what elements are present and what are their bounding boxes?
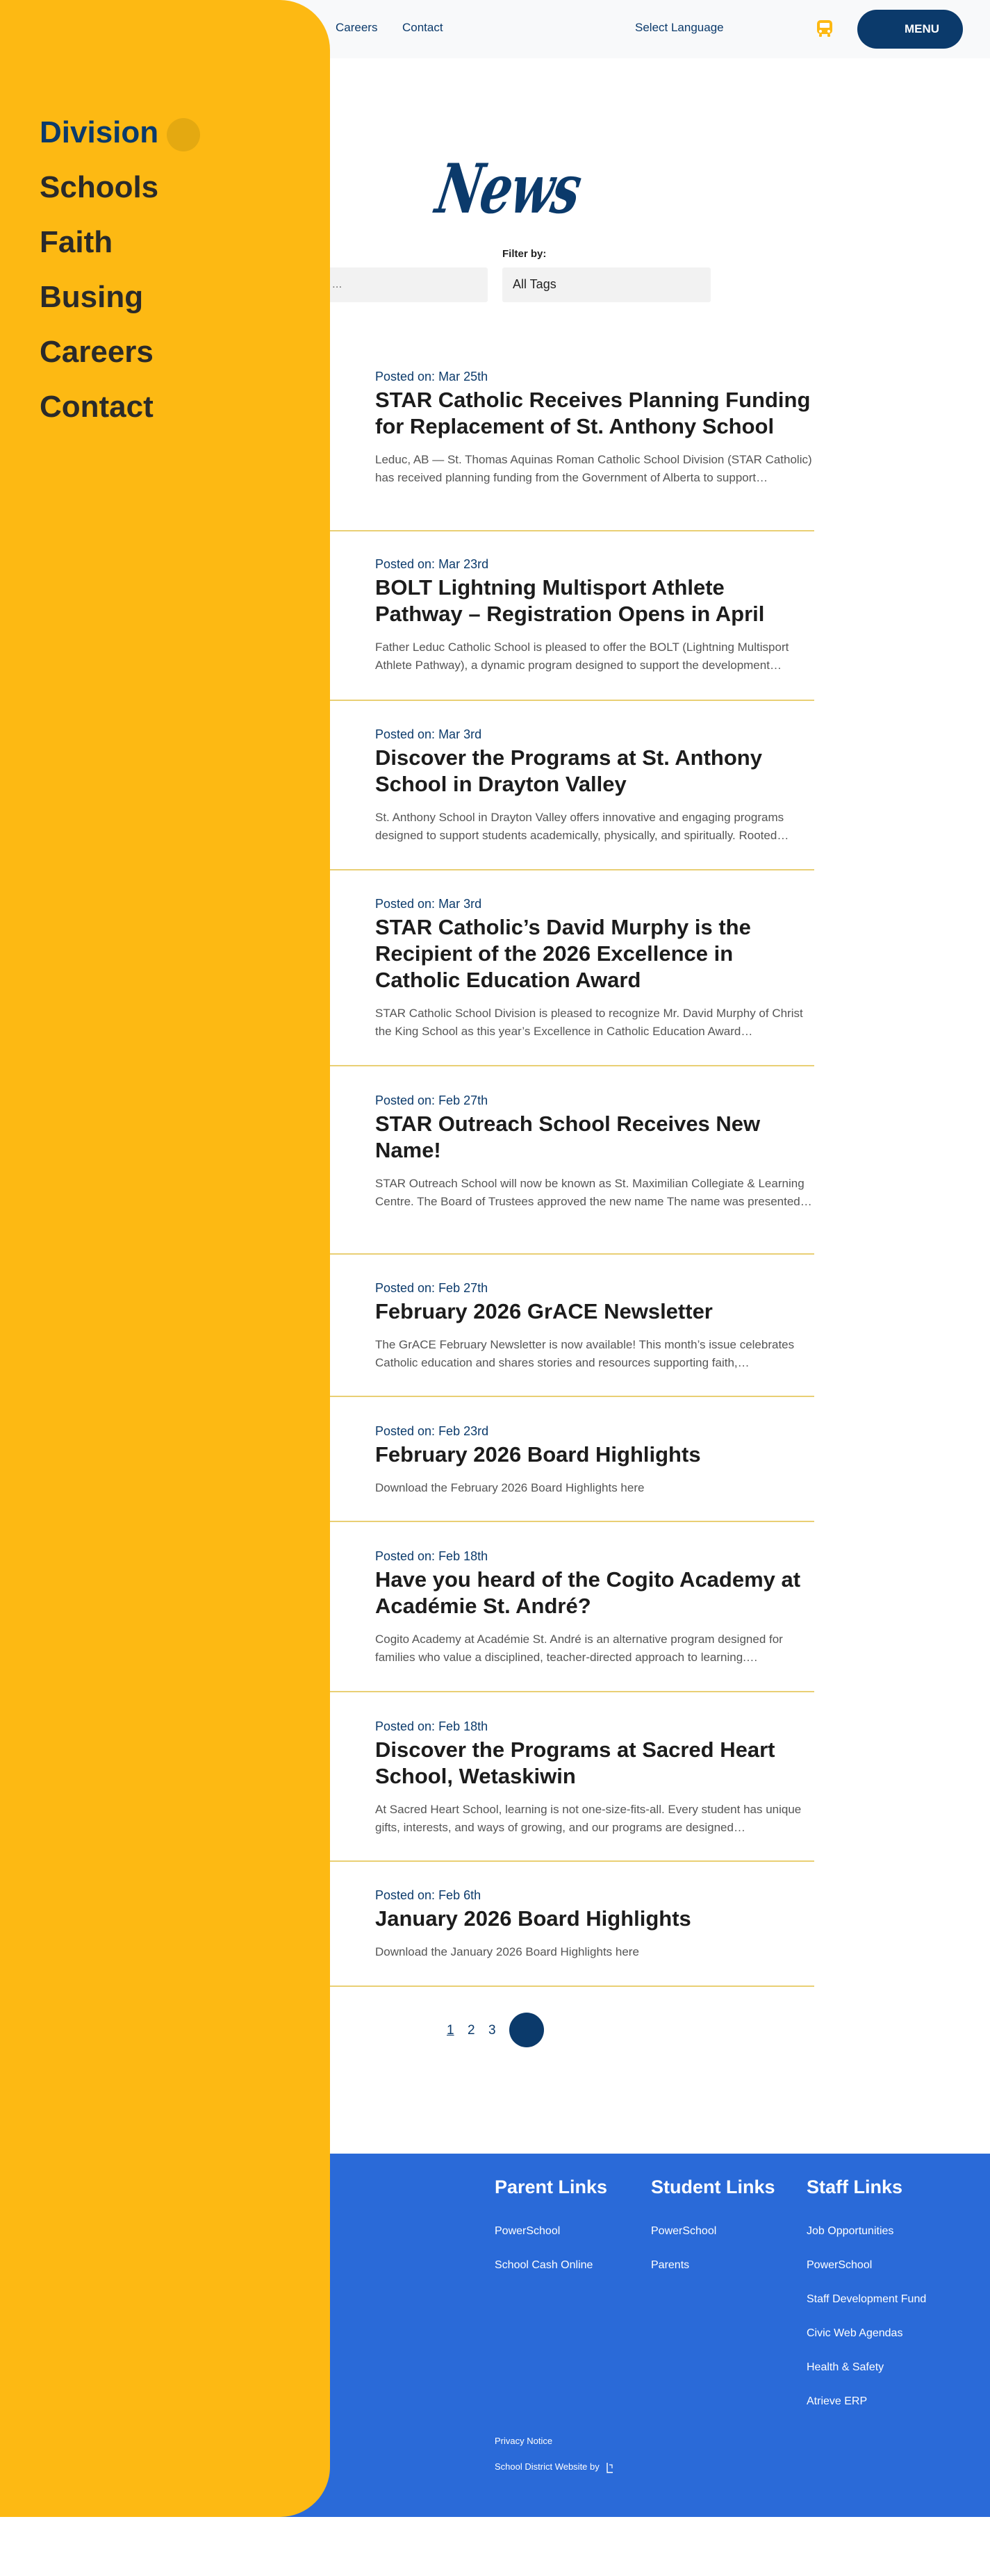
privacy-notice-link[interactable]: Privacy Notice bbox=[495, 2436, 553, 2446]
article-excerpt: St. Anthony School in Drayton Valley offers innovative and engaging programs designed to support students academically, physically, and spiritually. Rooted… bbox=[375, 811, 789, 842]
article-divider bbox=[292, 1691, 814, 1692]
article-item[interactable] bbox=[375, 557, 814, 675]
drawer-item-schools[interactable]: Schools bbox=[40, 170, 159, 204]
footer-link[interactable]: Parents bbox=[651, 2259, 690, 2271]
website-credit bbox=[495, 2461, 614, 2473]
article-divider bbox=[292, 1396, 814, 1397]
article-title[interactable]: February 2026 Board Highlights bbox=[375, 1442, 701, 1467]
article-excerpt: STAR Outreach School will now be known as St. Maximilian Collegiate & Learning Centre. The Board of Trustees approved the new name The name was presented… bbox=[375, 1177, 812, 1208]
drawer-item-careers[interactable]: Careers bbox=[40, 335, 154, 369]
article-excerpt: At Sacred Heart School, learning is not one-size-fits-all. Every student has unique gifts, interests, and ways of growing, and our programs are designed… bbox=[375, 1803, 802, 1834]
article-divider bbox=[292, 700, 814, 701]
footer-link[interactable]: Job Opportunities bbox=[807, 2225, 894, 2237]
drawer-item-busing[interactable]: Busing bbox=[40, 280, 144, 314]
article-date: Posted on: Feb 23rd bbox=[375, 1424, 489, 1438]
search-input[interactable]: ... bbox=[292, 267, 488, 302]
article-divider bbox=[292, 1521, 814, 1522]
pagination-page-3[interactable]: 3 bbox=[488, 2023, 496, 2038]
footer-parent-links-heading: Parent Links bbox=[495, 2177, 608, 2197]
article-divider bbox=[292, 1860, 814, 1862]
article-item[interactable] bbox=[375, 1281, 814, 1372]
footer-link[interactable]: Civic Web Agendas bbox=[807, 2327, 903, 2339]
article-excerpt: Leduc, AB — St. Thomas Aquinas Roman Catholic School Division (STAR Catholic) has received planning funding from the Government of Alberta to support… bbox=[375, 453, 812, 484]
nav-drawer bbox=[0, 0, 330, 2517]
select-language-dropdown[interactable]: Select Language bbox=[635, 21, 724, 34]
drawer-hover-indicator bbox=[167, 118, 200, 151]
article-date: Posted on: Feb 6th bbox=[375, 1888, 481, 1902]
drawer-item-division[interactable]: Division bbox=[40, 115, 159, 149]
pagination-next-button[interactable] bbox=[509, 2013, 544, 2047]
article-item[interactable] bbox=[375, 897, 814, 1041]
footer-link[interactable]: PowerSchool bbox=[495, 2225, 561, 2237]
nav-careers-link[interactable]: Careers bbox=[336, 21, 378, 34]
article-item[interactable] bbox=[375, 1549, 814, 1667]
drawer-item-faith[interactable]: Faith bbox=[40, 225, 113, 259]
filter-label: Filter by: bbox=[502, 248, 547, 260]
footer-link[interactable]: Health & Safety bbox=[807, 2361, 884, 2373]
credit-logo-icon[interactable] bbox=[606, 2462, 614, 2473]
footer-link[interactable]: School Cash Online bbox=[495, 2259, 593, 2271]
drawer-item-contact[interactable]: Contact bbox=[40, 390, 154, 424]
website-credit-text: School District Website by bbox=[495, 2461, 600, 2472]
article-title[interactable]: BOLT Lightning Multisport Athlete Pathway – Registration Opens in April bbox=[375, 575, 765, 626]
menu-button[interactable] bbox=[857, 10, 963, 49]
article-item[interactable] bbox=[375, 1424, 814, 1497]
article-divider bbox=[292, 530, 814, 531]
article-divider bbox=[292, 1985, 814, 1987]
article-date: Posted on: Mar 25th bbox=[375, 370, 488, 383]
article-title[interactable]: January 2026 Board Highlights bbox=[375, 1906, 691, 1931]
article-date: Posted on: Feb 18th bbox=[375, 1549, 488, 1563]
article-divider bbox=[292, 869, 814, 870]
page-title: News bbox=[430, 149, 587, 229]
article-date: Posted on: Feb 18th bbox=[375, 1719, 488, 1733]
article-title[interactable]: Discover the Programs at Sacred Heart School, Wetaskiwin bbox=[375, 1737, 775, 1788]
article-title[interactable]: Have you heard of the Cogito Academy at Académie St. André? bbox=[375, 1567, 801, 1618]
footer-link[interactable]: Atrieve ERP bbox=[807, 2395, 868, 2407]
article-item[interactable] bbox=[375, 370, 814, 487]
article-divider bbox=[292, 1253, 814, 1255]
article-excerpt: Download the February 2026 Board Highlights here bbox=[375, 1481, 645, 1494]
footer-link[interactable]: PowerSchool bbox=[807, 2259, 873, 2271]
footer-staff-links-heading: Staff Links bbox=[807, 2177, 903, 2197]
pagination-page-1[interactable]: 1 bbox=[447, 2023, 454, 2038]
article-title[interactable]: STAR Catholic Receives Planning Funding for Replacement of St. Anthony School bbox=[375, 388, 811, 438]
article-excerpt: Father Leduc Catholic School is pleased to offer the BOLT (Lightning Multisport Athlete Pathway), a dynamic program designed to support the development… bbox=[375, 641, 789, 672]
article-excerpt: Cogito Academy at Académie St. André is an alternative program designed for families who value a disciplined, teacher-directed approach to learning.… bbox=[375, 1633, 783, 1664]
article-item[interactable] bbox=[375, 1719, 814, 1837]
article-item[interactable] bbox=[375, 1093, 814, 1211]
menu-button-label: MENU bbox=[904, 22, 939, 35]
article-title[interactable]: Discover the Programs at St. Anthony School in Drayton Valley bbox=[375, 745, 762, 796]
article-date: Posted on: Feb 27th bbox=[375, 1281, 488, 1295]
article-title[interactable]: February 2026 GrACE Newsletter bbox=[375, 1299, 713, 1323]
tags-select[interactable]: All Tags bbox=[502, 267, 711, 302]
article-date: Posted on: Mar 23rd bbox=[375, 557, 489, 571]
article-title[interactable]: STAR Outreach School Receives New Name! bbox=[375, 1112, 761, 1162]
article-excerpt: STAR Catholic School Division is pleased to recognize Mr. David Murphy of Christ the King School as this year’s Excellence in Catholic Education Award… bbox=[375, 1007, 803, 1038]
article-date: Posted on: Feb 27th bbox=[375, 1093, 488, 1107]
footer-link[interactable]: PowerSchool bbox=[651, 2225, 717, 2237]
article-date: Posted on: Mar 3rd bbox=[375, 897, 482, 911]
article-item[interactable] bbox=[375, 727, 814, 845]
nav-contact-link[interactable]: Contact bbox=[402, 21, 443, 34]
footer-student-links-heading: Student Links bbox=[651, 2177, 775, 2197]
article-divider bbox=[292, 1065, 814, 1066]
article-excerpt: Download the January 2026 Board Highlights here bbox=[375, 1945, 639, 1958]
footer-link[interactable]: Staff Development Fund bbox=[807, 2293, 927, 2305]
article-date: Posted on: Mar 3rd bbox=[375, 727, 482, 741]
article-title[interactable]: STAR Catholic’s David Murphy is the Recipient of the 2026 Excellence in Catholic Education Award bbox=[375, 915, 751, 992]
article-excerpt: The GrACE February Newsletter is now available! This month’s issue celebrates Catholic education and shares stories and resources supporting faith,… bbox=[375, 1338, 795, 1369]
article-item[interactable] bbox=[375, 1888, 814, 1961]
bus-icon[interactable] bbox=[814, 18, 835, 39]
pagination-page-2[interactable]: 2 bbox=[468, 2023, 475, 2038]
